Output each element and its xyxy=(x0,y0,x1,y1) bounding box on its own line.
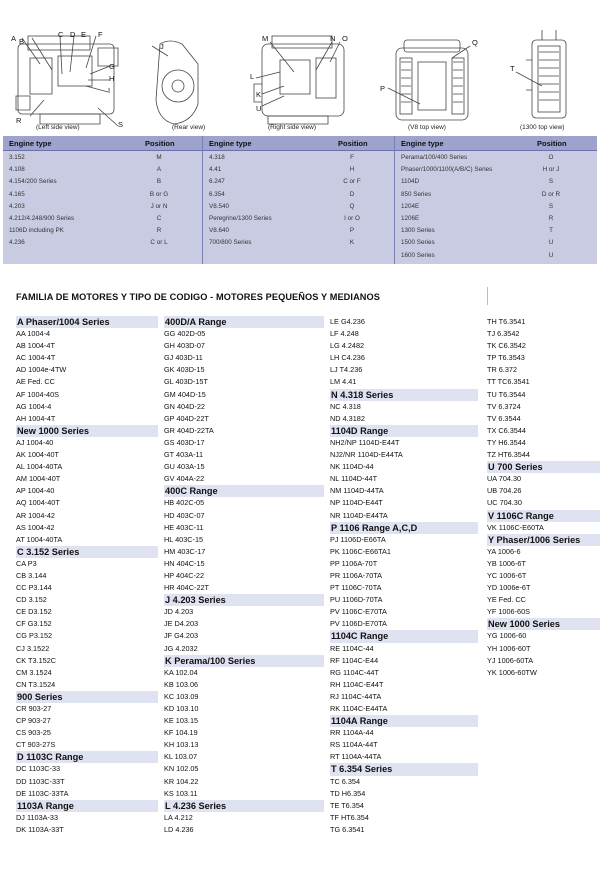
position-cell: H or J xyxy=(542,166,560,174)
engine-code-item: YB 1006-6T xyxy=(487,558,526,568)
engine-code-item: RH 1104C-E44T xyxy=(330,679,384,689)
engine-table-row xyxy=(3,152,202,164)
engine-code-item: YE Fed. CC xyxy=(487,595,526,605)
engine-code-item: CK T3.152C xyxy=(16,655,57,665)
diagram-label: S xyxy=(118,120,124,129)
engine-type-cell: 1300 Series xyxy=(401,227,435,235)
position-cell: A xyxy=(156,166,162,174)
engine-code-item: KH 103.13 xyxy=(164,740,199,750)
engine-code-item: CP 903-27 xyxy=(16,716,51,726)
position-cell: U xyxy=(548,239,554,247)
engine-code-item: GH 403D-07 xyxy=(164,341,205,351)
series-heading: A Phaser/1004 Series xyxy=(16,316,158,328)
engine-code-item: VK 1106C-E60TA xyxy=(487,522,544,532)
engine-code-item: RE 1104C-44 xyxy=(330,643,374,653)
header-engine-type: Engine type xyxy=(209,139,252,148)
engine-code-item: AQ 1004-40T xyxy=(16,498,60,508)
engine-table-row xyxy=(3,176,202,188)
position-cell: R xyxy=(548,215,554,222)
diagram-label: H xyxy=(109,74,115,83)
engine-type-cell: 4.154/200 Series xyxy=(9,178,57,186)
engine-code-item: GL 403D-15T xyxy=(164,377,208,387)
engine-code-item: DD 1103C-33T xyxy=(16,776,65,786)
engine-table-header xyxy=(3,136,202,151)
diagram-label: N xyxy=(330,34,336,43)
engine-code-item: PV 1106D-E70TA xyxy=(330,619,387,629)
engine-type-cell: 1600 Series xyxy=(401,251,435,259)
diagram-caption-rear: (Rear view) xyxy=(172,124,206,131)
engine-code-item: GS 403D-17 xyxy=(164,437,205,447)
diagram-label: E xyxy=(81,30,87,39)
engine-type-cell: 4.212/4.248/900 Series xyxy=(9,215,75,222)
engine-code-item: CC P3.144 xyxy=(16,583,52,593)
engine-type-cell: 1206E xyxy=(401,215,420,222)
diagram-label: M xyxy=(262,34,269,43)
position-cell: C or L xyxy=(150,239,168,247)
engine-code-item: RS 1104A-44T xyxy=(330,740,378,750)
header-position: Position xyxy=(537,139,567,148)
header-position: Position xyxy=(145,139,175,148)
engine-type-cell: 700/800 Series xyxy=(209,239,252,247)
engine-table-row xyxy=(203,164,394,176)
position-cell: C or F xyxy=(343,178,361,186)
engine-code-item: PV 1106C-E70TA xyxy=(330,607,387,617)
diagram-caption-v8: (V8 top view) xyxy=(408,124,446,131)
engine-code-item: KE 103.15 xyxy=(164,716,199,726)
engine-table-row xyxy=(395,176,597,188)
engine-code-item: GM 404D-15 xyxy=(164,389,206,399)
engine-code-item: CM 3.1524 xyxy=(16,667,52,677)
diagram-label: G xyxy=(109,62,115,71)
engine-code-item: KD 103.10 xyxy=(164,704,199,713)
engine-code-item: TZ HT6.3544 xyxy=(487,450,530,460)
series-heading: P 1106 Range A,C,D xyxy=(330,522,478,534)
engine-table-row xyxy=(203,189,394,201)
engine-code-item: AL 1004-40TA xyxy=(16,462,63,472)
engine-type-cell: Peregrine/1300 Series xyxy=(209,215,272,222)
engine-code-item: KS 103.11 xyxy=(164,788,198,798)
engine-code-item: AP 1004-40 xyxy=(16,486,55,496)
engine-table-row xyxy=(203,237,394,249)
header-position: Position xyxy=(338,139,368,148)
code-column xyxy=(164,316,324,836)
engine-code-item: AG 1004-4 xyxy=(16,401,52,411)
engine-code-item: CG P3.152 xyxy=(16,631,53,641)
engine-table-row xyxy=(395,237,597,249)
engine-type-cell: 6.354 xyxy=(209,190,225,198)
engine-code-item: TJ 6.3542 xyxy=(487,329,520,339)
rear-view-drawing xyxy=(152,41,198,124)
diagram-label: C xyxy=(58,30,64,39)
engine-code-item: TT TC6.3541 xyxy=(487,377,530,387)
1300-top-view-drawing xyxy=(516,30,566,118)
position-cell: K xyxy=(349,239,355,247)
series-heading: V 1106C Range xyxy=(487,510,600,522)
engine-code-item: LJ T4.236 xyxy=(330,365,363,375)
series-heading: L 4.236 Series xyxy=(164,800,324,812)
engine-code-item: UC 704.30 xyxy=(487,498,522,508)
position-cell: D xyxy=(349,190,355,198)
engine-code-item: NR 1104D-E44TA xyxy=(330,510,388,520)
diagram-label: O xyxy=(342,34,348,43)
position-cell: S xyxy=(548,202,554,210)
engine-table-header xyxy=(395,136,597,151)
series-heading: 900 Series xyxy=(16,691,158,703)
engine-type-cell: 1104D xyxy=(401,178,420,186)
engine-code-item: NJ2/NR 1104D-E44TA xyxy=(330,450,403,460)
engine-table-row xyxy=(3,189,202,201)
engine-code-item: CA P3 xyxy=(16,558,37,568)
series-heading: New 1000 Series xyxy=(487,618,600,630)
engine-code-item: PU 1106D-70TA xyxy=(330,595,383,605)
column-divider xyxy=(487,287,488,305)
engine-code-item: TV 6.3544 xyxy=(487,413,521,423)
diagram-label: D xyxy=(70,30,76,39)
engine-code-item: CR 903-27 xyxy=(16,704,52,713)
engine-code-item: GR 404D-22TA xyxy=(164,425,214,435)
engine-code-item: YC 1006-6T xyxy=(487,570,527,580)
engine-code-item: LF 4.248 xyxy=(330,329,359,339)
engine-code-item: TE T6.354 xyxy=(330,800,364,810)
engine-type-cell: 4.41 xyxy=(209,166,222,174)
engine-code-item: RJ 1104C-44TA xyxy=(330,691,382,701)
family-title: FAMILIA DE MOTORES Y TIPO DE CODIGO - MOTORES PEQUEÑOS Y MEDIANOS xyxy=(16,292,381,302)
diagram-label: J xyxy=(160,42,164,51)
engine-code-item: KA 102.04 xyxy=(164,667,198,677)
engine-code-item: KB 103.06 xyxy=(164,679,199,689)
engine-code-item: RT 1104A-44TA xyxy=(330,752,382,762)
engine-code-item: YJ 1006-60TA xyxy=(487,655,534,665)
right-side-view-drawing xyxy=(254,36,344,124)
engine-code-item: JE D4.203 xyxy=(164,619,199,629)
engine-code-item: HR 404C-22T xyxy=(164,583,210,593)
position-cell: O xyxy=(548,154,554,161)
code-column xyxy=(16,316,158,836)
engine-code-item: AC 1004-4T xyxy=(16,353,56,363)
engine-code-item: KN 102.05 xyxy=(164,764,199,774)
engine-type-cell: 4.236 xyxy=(9,239,25,247)
engine-type-cell: 4.108 xyxy=(9,166,25,174)
series-heading: D 1103C Range xyxy=(16,751,158,763)
diagram-label: B xyxy=(19,37,25,46)
engine-code-item: TP T6.3543 xyxy=(487,353,525,363)
engine-code-item: RG 1104C-44T xyxy=(330,667,379,677)
engine-code-item: AF 1004-40S xyxy=(16,389,59,399)
engine-code-item: AJ 1004-40 xyxy=(16,437,54,447)
engine-code-item: PT 1106C-70TA xyxy=(330,583,382,593)
engine-code-item: AR 1004-42 xyxy=(16,510,55,520)
engine-code-item: NM 1104D-44TA xyxy=(330,486,384,496)
engine-code-item: TD H6.354 xyxy=(330,788,366,798)
engine-code-item: PK 1106C-E66TA1 xyxy=(330,546,391,556)
diagram-label: K xyxy=(256,90,262,99)
engine-code-item: PP 1106A-70T xyxy=(330,558,378,568)
engine-code-item: DK 1103A-33T xyxy=(16,824,64,834)
engine-code-item: PJ 1106D-E66TA xyxy=(330,534,386,544)
position-cell: D or R xyxy=(541,190,561,198)
engine-code-item: CB 3.144 xyxy=(16,570,47,580)
diagram-caption-1300: (1300 top view) xyxy=(520,124,565,131)
engine-code-item: HD 403C-07 xyxy=(164,510,205,520)
engine-table-row xyxy=(203,201,394,213)
table-column-separator xyxy=(202,136,203,264)
diagram-caption-left-side: (Left side view) xyxy=(36,124,80,131)
engine-type-cell: 4.203 xyxy=(9,202,25,210)
engine-code-item: TK C6.3542 xyxy=(487,341,526,351)
position-cell: T xyxy=(549,227,553,235)
series-heading: J 4.203 Series xyxy=(164,594,324,606)
engine-code-item: JG 4.2032 xyxy=(164,643,198,653)
engine-table-row xyxy=(203,176,394,188)
engine-position-table xyxy=(3,136,597,264)
engine-code-item: TF HT6.354 xyxy=(330,812,369,822)
series-heading: Y Phaser/1006 Series xyxy=(487,534,600,546)
v8-top-view-drawing xyxy=(388,40,470,120)
code-column xyxy=(330,316,478,836)
engine-code-item: YG 1006-60 xyxy=(487,631,527,641)
engine-code-item: TV 6.3724 xyxy=(487,401,521,411)
engine-code-item: TC 6.354 xyxy=(330,776,361,786)
engine-code-item: UB 704.26 xyxy=(487,486,522,496)
engine-code-item: NH2/NP 1104D-E44T xyxy=(330,437,400,447)
engine-code-item: YF 1006-60S xyxy=(487,607,530,617)
engine-table-row xyxy=(3,225,202,237)
position-cell: U xyxy=(548,251,554,259)
diagram-label: R xyxy=(16,116,22,125)
engine-code-item: TG 6.3541 xyxy=(330,824,365,834)
engine-table-row xyxy=(3,237,202,249)
series-heading: 1103A Range xyxy=(16,800,158,812)
engine-code-item: LM 4.41 xyxy=(330,377,357,387)
position-cell: F xyxy=(350,154,354,161)
series-heading: N 4.318 Series xyxy=(330,389,478,401)
engine-table-row xyxy=(3,213,202,225)
engine-code-item: GP 404D-22T xyxy=(164,413,209,423)
engine-code-item: AH 1004-4T xyxy=(16,413,56,423)
engine-type-cell: Perama/100/400 Series xyxy=(401,154,468,161)
engine-code-item: HB 402C-05 xyxy=(164,498,205,508)
engine-code-item: AS 1004-42 xyxy=(16,522,55,532)
engine-code-item: GV 404A-22 xyxy=(164,474,205,484)
engine-code-item: GN 404D-22 xyxy=(164,401,205,411)
engine-code-item: AD 1004e-4TW xyxy=(16,365,67,375)
engine-code-item: HL 403C-15 xyxy=(164,534,204,544)
engine-code-item: AM 1004-40T xyxy=(16,474,61,484)
engine-code-item: LA 4.212 xyxy=(164,812,193,822)
engine-table-row xyxy=(395,201,597,213)
engine-code-item: GK 403D-15 xyxy=(164,365,205,375)
diagram-label: T xyxy=(510,64,515,73)
engine-code-item: CS 903-25 xyxy=(16,728,51,738)
engine-code-item: LG 4.2482 xyxy=(330,341,365,351)
engine-code-item: LE G4.236 xyxy=(330,317,365,326)
engine-code-item: AT 1004-40TA xyxy=(16,534,63,544)
engine-code-item: KR 104.22 xyxy=(164,776,199,786)
engine-code-item: HE 403C-11 xyxy=(164,522,204,532)
series-heading: 1104C Range xyxy=(330,630,478,642)
position-cell: M xyxy=(156,154,162,161)
engine-code-item: CF G3.152 xyxy=(16,619,52,629)
engine-code-item: DC 1103C-33 xyxy=(16,764,61,774)
engine-code-item: AB 1004-4T xyxy=(16,341,55,351)
engine-code-item: RK 1104C-E44TA xyxy=(330,704,388,713)
engine-diagrams xyxy=(0,0,600,136)
engine-code-item: GG 402D-05 xyxy=(164,329,206,339)
series-heading: New 1000 Series xyxy=(16,425,158,437)
diagram-label: P xyxy=(380,84,386,93)
engine-code-item: JD 4.203 xyxy=(164,607,194,617)
series-heading: T 6.354 Series xyxy=(330,763,478,775)
engine-code-item: AA 1004-4 xyxy=(16,329,51,339)
engine-table-row xyxy=(203,213,394,225)
engine-table-row xyxy=(3,164,202,176)
engine-type-cell: 6.247 xyxy=(209,178,225,186)
engine-code-item: TH T6.3541 xyxy=(487,317,526,326)
engine-code-item: CT 903-27S xyxy=(16,740,56,750)
engine-code-item: GJ 403D-11 xyxy=(164,353,203,363)
series-heading: 1104D Range xyxy=(330,425,478,437)
diagram-label: L xyxy=(250,72,255,81)
series-heading: C 3.152 Series xyxy=(16,546,158,558)
engine-code-item: UA 704.30 xyxy=(487,474,522,484)
engine-code-item: DE 1103C-33TA xyxy=(16,788,69,798)
engine-table-row xyxy=(395,152,597,164)
engine-table-row xyxy=(203,225,394,237)
engine-code-item: HM 403C-17 xyxy=(164,546,206,556)
diagram-label: I xyxy=(108,86,111,95)
engine-type-cell: Phaser/1000/1100(A/B/C) Series xyxy=(401,166,493,174)
engine-code-item: CE D3.152 xyxy=(16,607,52,617)
engine-code-item: LD 4.236 xyxy=(164,824,194,834)
series-heading: 400D/A Range xyxy=(164,316,324,328)
engine-table-section xyxy=(203,136,394,264)
engine-code-item: YK 1006-60TW xyxy=(487,667,537,677)
engine-code-item: NP 1104D-E44T xyxy=(330,498,383,508)
engine-code-item: TU T6.3544 xyxy=(487,389,526,399)
header-engine-type: Engine type xyxy=(401,139,444,148)
engine-code-item: TX C6.3544 xyxy=(487,425,526,435)
engine-code-item: RF 1104C-E44 xyxy=(330,655,379,665)
engine-table-row xyxy=(395,213,597,225)
series-heading: 400C Range xyxy=(164,485,324,497)
diagram-label: F xyxy=(98,30,103,39)
engine-code-item: AE Fed. CC xyxy=(16,377,55,387)
engine-code-item: RR 1104A-44 xyxy=(330,728,374,738)
engine-code-item: NC 4.318 xyxy=(330,401,361,411)
series-heading: K Perama/100 Series xyxy=(164,655,324,667)
engine-type-cell: V8.540 xyxy=(209,202,229,210)
position-cell: B xyxy=(156,178,162,186)
engine-code-item: KL 103.07 xyxy=(164,752,197,762)
engine-table-row xyxy=(395,164,597,176)
engine-code-item: TY H6.3544 xyxy=(487,437,526,447)
engine-code-item: TR 6.372 xyxy=(487,365,518,375)
engine-type-cell: 1500 Series xyxy=(401,239,435,247)
engine-table-section xyxy=(395,136,597,264)
series-heading: 1104A Range xyxy=(330,715,478,727)
engine-code-item: JF G4.203 xyxy=(164,631,199,641)
engine-code-item: KF 104.19 xyxy=(164,728,198,738)
engine-code-item: HP 404C-22 xyxy=(164,570,205,580)
engine-type-cell: 3.152 xyxy=(9,154,25,161)
engine-code-item: GU 403A-15 xyxy=(164,462,205,472)
position-cell: H xyxy=(349,166,355,174)
engine-code-item: YA 1006-6 xyxy=(487,546,521,556)
engine-type-cell: 1204E xyxy=(401,202,420,210)
position-cell: R xyxy=(156,227,162,235)
position-cell: Q xyxy=(349,202,355,210)
engine-code-item: GT 403A-11 xyxy=(164,450,204,460)
engine-table-header xyxy=(203,136,394,151)
engine-code-item: YH 1006-60T xyxy=(487,643,531,653)
engine-code-item: AK 1004-40T xyxy=(16,450,59,460)
position-cell: S xyxy=(548,178,554,186)
diagram-caption-right-side: (Right side view) xyxy=(268,124,317,131)
engine-type-cell: 850 Series xyxy=(401,190,432,198)
series-heading: U 700 Series xyxy=(487,461,600,473)
engine-code-item: LH C4.236 xyxy=(330,353,365,363)
diagram-label: A xyxy=(11,34,17,43)
engine-type-cell: 4.165 xyxy=(9,190,25,198)
diagram-label: Q xyxy=(472,38,478,47)
engine-type-cell: 1106D including PK xyxy=(9,227,64,235)
diagram-label: U xyxy=(256,104,262,113)
engine-table-row xyxy=(395,189,597,201)
table-column-separator xyxy=(394,136,395,264)
engine-code-item: NK 1104D-44 xyxy=(330,462,374,472)
engine-table-row xyxy=(395,250,597,262)
position-cell: I or O xyxy=(344,215,360,222)
engine-table-row xyxy=(3,201,202,213)
engine-code-item: CN T3.1524 xyxy=(16,679,56,689)
engine-code-item: YD 1006e-6T xyxy=(487,583,531,593)
engine-code-item: ND 4.3182 xyxy=(330,413,365,423)
engine-code-item: PR 1106A-70TA xyxy=(330,570,383,580)
engine-code-item: DJ 1103A-33 xyxy=(16,812,59,822)
engine-type-cell: V8.640 xyxy=(209,227,229,235)
code-column xyxy=(487,316,600,679)
position-cell: J or N xyxy=(150,202,168,210)
position-cell: P xyxy=(349,227,355,235)
engine-code-item: NL 1104D-44T xyxy=(330,474,378,484)
engine-code-item: CJ 3.1522 xyxy=(16,643,50,653)
engine-table-section xyxy=(3,136,202,264)
engine-code-item: HN 404C-15 xyxy=(164,558,205,568)
engine-table-row xyxy=(395,225,597,237)
engine-table-row xyxy=(203,152,394,164)
left-side-view-drawing xyxy=(16,36,118,126)
engine-code-item: CD 3.152 xyxy=(16,595,47,605)
position-cell: C xyxy=(156,215,162,222)
engine-type-cell: 4.318 xyxy=(209,154,225,161)
engine-code-item: KC 103.09 xyxy=(164,691,199,701)
header-engine-type: Engine type xyxy=(9,139,52,148)
position-cell: B or G xyxy=(149,190,169,198)
